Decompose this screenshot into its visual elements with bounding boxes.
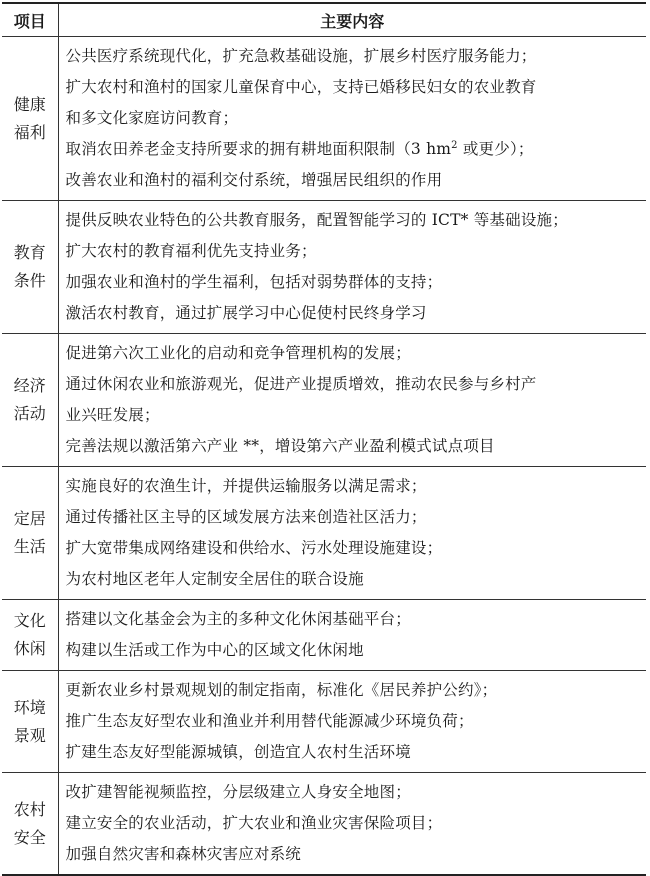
row-category: 经济 活动: [2, 334, 58, 467]
row-content: [58, 671, 646, 773]
table-row: [2, 201, 646, 334]
row-content: [58, 773, 646, 876]
content-line: 建立安全的农业活动，扩大农业和渔业灾害保险项目；: [65, 814, 443, 832]
row-category: 农村 安全: [2, 773, 58, 876]
content-line: 公共医疗系统现代化，扩充急救基础设施，扩展乡村医疗服务能力；: [65, 47, 537, 65]
table-row: [2, 600, 646, 671]
content-line: 更新农业乡村景观规划的制定指南，标准化《居民养护公约》；: [65, 681, 498, 699]
table-row: [2, 467, 646, 600]
row-category: 环境 景观: [2, 671, 58, 773]
content-line: 激活农村教育，通过扩展学习中心促使村民终身学习: [65, 304, 427, 322]
content-line: 业兴旺发展；: [65, 406, 160, 424]
row-content: [58, 334, 646, 467]
content-line: 和多文化家庭访问教育；: [65, 109, 239, 127]
content-line: 取消农田养老金支持所要求的拥有耕地面积限制（3 $hm^2$ 或更少）；: [65, 139, 534, 158]
header-content: 主要内容: [58, 3, 646, 37]
policy-table-container: [2, 2, 646, 876]
row-content: [58, 600, 646, 671]
table-row: [2, 334, 646, 467]
policy-table: [2, 2, 646, 876]
content-line: 提供反映农业特色的公共教育服务，配置智能学习的 ICT* 等基础设施；: [65, 211, 568, 229]
content-line: 通过休闲农业和旅游观光，促进产业提质增效，推动农民参与乡村产: [65, 375, 537, 393]
content-line: 扩大农村的教育福利优先支持业务；: [65, 242, 317, 260]
content-line: 扩大农村和渔村的国家儿童保育中心，支持已婚移民妇女的农业教育: [65, 78, 537, 96]
row-category: 教育 条件: [2, 201, 58, 334]
content-line: 完善法规以激活第六产业 **，增设第六产业盈利模式试点项目: [65, 437, 495, 455]
content-line: 为农村地区老年人定制安全居住的联合设施: [65, 570, 364, 588]
row-content: [58, 201, 646, 334]
table-row: [2, 773, 646, 876]
content-line: 改善农业和渔村的福利交付系统，增强居民组织的作用: [65, 171, 443, 189]
content-line: 扩大宽带集成网络建设和供给水、污水处理设施建设；: [65, 539, 443, 557]
content-line: 通过传播社区主导的区域发展方法来创造社区活力；: [65, 508, 427, 526]
content-line: 实施良好的农渔生计，并提供运输服务以满足需求；: [65, 477, 427, 495]
content-line: 加强自然灾害和森林灾害应对系统: [65, 845, 302, 863]
content-line: 改扩建智能视频监控，分层级建立人身安全地图；: [65, 783, 411, 801]
content-line: 加强农业和渔村的学生福利，包括对弱势群体的支持；: [65, 273, 443, 291]
row-content: [58, 467, 646, 600]
content-line: 推广生态友好型农业和渔业并利用替代能源减少环境负荷；: [65, 712, 474, 730]
content-line: 促进第六次工业化的启动和竞争管理机构的发展；: [65, 344, 411, 362]
content-line: 构建以生活或工作为中心的区域文化休闲地: [65, 641, 364, 659]
table-row: [2, 37, 646, 201]
table-row: [2, 671, 646, 773]
content-line: 搭建以文化基金会为主的多种文化休闲基础平台；: [65, 610, 411, 628]
row-content: [58, 37, 646, 201]
row-category: 定居 生活: [2, 467, 58, 600]
content-line: 扩建生态友好型能源城镇，创造宜人农村生活环境: [65, 743, 411, 761]
row-category: 文化 休闲: [2, 600, 58, 671]
header-category: 项目: [2, 3, 58, 37]
row-category: 健康 福利: [2, 37, 58, 201]
table-header-row: [2, 3, 646, 37]
superscript: 2: [451, 139, 458, 151]
